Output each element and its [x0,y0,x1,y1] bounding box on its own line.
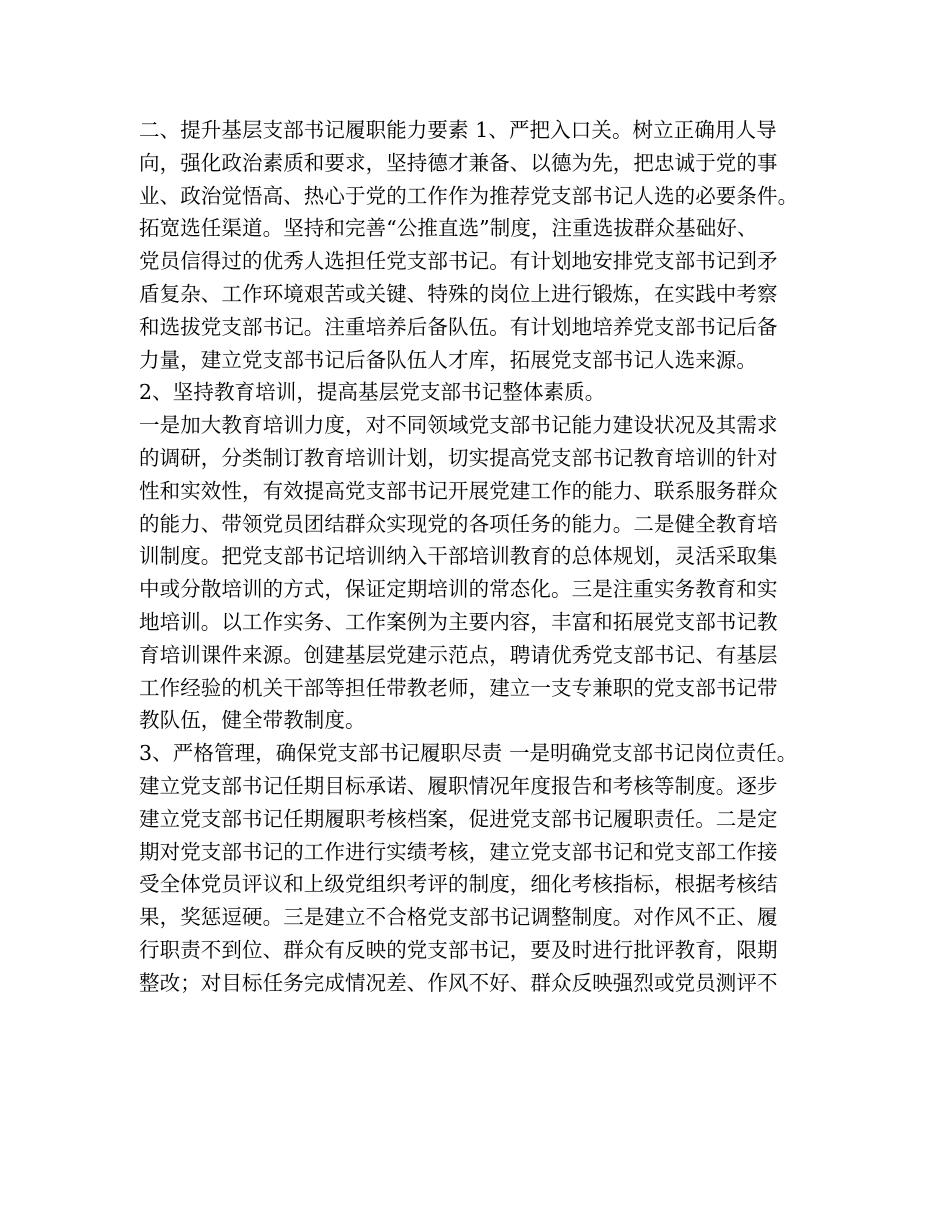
text-line: 受全体党员评议和上级党组织考评的制度，细化考核指标，根据考核结 [139,872,778,897]
text-line: 建立党支部书记任期目标承诺、履职情况年度报告和考核等制度。逐步 [139,773,778,798]
text-line: 整改；对目标任务完成情况差、作风不好、群众反映强烈或党员测评不 [139,970,778,995]
text-line: 向，强化政治素质和要求，坚持德才兼备、以德为先，把忠诚于党的事 [139,150,778,175]
text-line: 训制度。把党支部书记培训纳入干部培训教育的总体规划，灵活采取集 [139,544,778,569]
text-line: 行职责不到位、群众有反映的党支部书记，要及时进行批评教育，限期 [139,937,778,962]
text-line: 拓宽选任渠道。坚持和完善“公推直选”制度，注重选拔群众基础好、 [139,216,758,241]
document-body [139,114,819,1000]
text-line: 力量，建立党支部书记后备队伍人才库，拓展党支部书记人选来源。 [139,347,757,372]
text-line: 建立党支部书记任期履职考核档案，促进党支部书记履职责任。二是定 [139,806,778,831]
text-line: 工作经验的机关干部等担任带教老师，建立一支专兼职的党支部书记带 [139,675,778,700]
section-heading: 3、严格管理，确保党支部书记履职尽责 一是明确党支部书记岗位责任。 [139,741,798,766]
text-line: 业、政治觉悟高、热心于党的工作作为推荐党支部书记人选的必要条件。 [139,183,799,208]
text-line: 中或分散培训的方式，保证定期培训的常态化。三是注重实务教育和实 [139,577,778,602]
text-line: 的能力、带领党员团结群众实现党的各项任务的能力。二是健全教育培 [139,511,778,536]
text-line: 育培训课件来源。创建基层党建示范点，聘请优秀党支部书记、有基层 [139,642,778,667]
text-line: 和选拔党支部书记。注重培养后备队伍。有计划地培养党支部书记后备 [139,314,778,339]
text-line: 果，奖惩逗硬。三是建立不合格党支部书记调整制度。对作风不正、履 [139,905,778,930]
text-line: 性和实效性，有效提高党支部书记开展党建工作的能力、联系服务群众 [139,478,778,503]
text-line: 党员信得过的优秀人选担任党支部书记。有计划地安排党支部书记到矛 [139,249,778,274]
text-line: 地培训。以工作实务、工作案例为主要内容，丰富和拓展党支部书记教 [139,609,778,634]
text-line: 盾复杂、工作环境艰苦或关键、特殊的岗位上进行锻炼，在实践中考察 [139,281,778,306]
text-line: 二、提升基层支部书记履职能力要素 1、严把入口关。树立正确用人导 [139,118,777,142]
text-line: 一是加大教育培训力度，对不同领域党支部书记能力建设状况及其需求 [139,413,778,438]
section-heading: 2、坚持教育培训，提高基层党支部书记整体素质。 [139,380,606,405]
text-line: 期对党支部书记的工作进行实绩考核，建立党支部书记和党支部工作接 [139,839,778,864]
text-line: 教队伍，健全带教制度。 [139,708,366,733]
text-line: 的调研，分类制订教育培训计划，切实提高党支部书记教育培训的针对 [139,445,778,470]
